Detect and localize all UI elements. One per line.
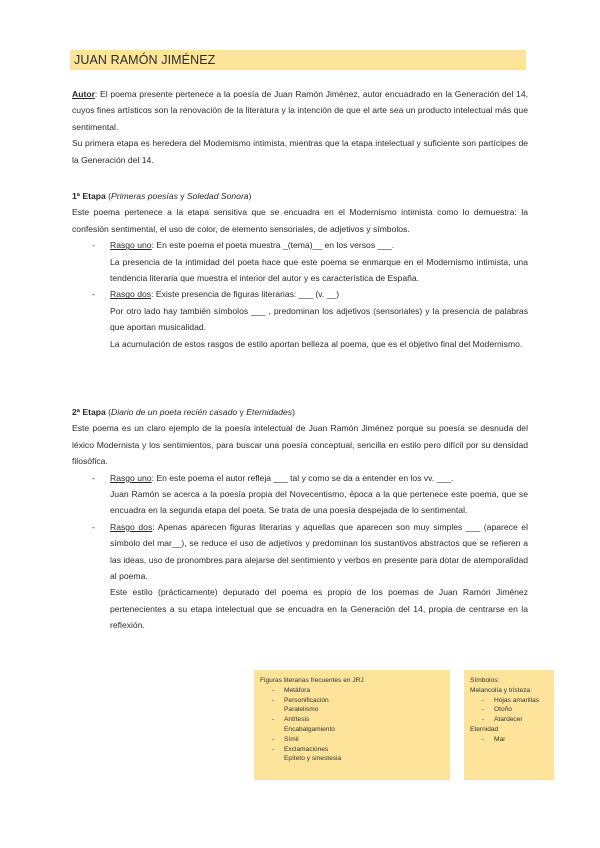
list-item: - Personificación (260, 696, 444, 706)
autor-label: Autor (72, 89, 95, 99)
etapa1-label: 1ª Etapa (72, 191, 106, 201)
etapa2-work2: Eternidades (246, 407, 293, 417)
list-item: - Atardecer (470, 715, 548, 725)
figuras-note-title: Figuras literarias frecuentes en JRJ (260, 677, 364, 684)
rasgo-detail: Juan Ramón se acerca a la poesía propia del Novecentismo, época a la que pertenece este poema, que se encuadra en la segunda etapa del poeta. Se trata de una poesía despejada de lo sentimental. (110, 489, 528, 516)
etapa1-work2: Soledad Sonora (186, 191, 249, 201)
etapa2-section (72, 404, 528, 634)
autor-paragraph (72, 86, 528, 135)
list-item: Paralelismo (284, 706, 319, 714)
etapa1-rasgos-list (72, 237, 528, 352)
list-item: Epíteto y sinestesia (284, 755, 342, 763)
list-item: - Otoño (470, 705, 548, 715)
intro-section (72, 86, 528, 168)
simbolos-note (464, 670, 554, 780)
etapa2-heading: 2ª Etapa (Diario de un poeta recién casado y Eternidades) (72, 407, 295, 417)
rasgo-label: Rasgo uno (110, 240, 152, 251)
list-item: - Metáfora (260, 686, 444, 696)
list-item: - Mar (470, 735, 548, 745)
rasgo-detail: La presencia de la intimidad del poeta hace que este poema se enmarque en el Modernismo intimista, una tendencia literaria que muestra el interior del autor y es característica de España. (110, 256, 528, 284)
list-item: - Símil (260, 735, 444, 745)
list-item: - Rasgo dos: Existe presencia de figuras literarias: ___ (v. __) Por otro lado hay también símbolos ___ , predominan los adjetivos (sensoriales) y la presencia de palabras que aportan musicalidad. La acumulación de estos rasgos de estilo aportan belleza al poema, que es el objetivo final del Modernismo. (72, 286, 528, 352)
etapa2-rasgos-list (72, 470, 528, 634)
rasgo-detail: La acumulación de estos rasgos de estilo aportan belleza al poema, que es el objetivo final del Modernismo. (110, 338, 523, 349)
figuras-note (254, 670, 450, 780)
etapa2-label: 2ª Etapa (72, 407, 106, 417)
rasgo-label: Rasgo dos (110, 289, 152, 300)
list-item: Encabalgamiento (284, 725, 335, 733)
etapa1-heading: 1ª Etapa (Primeras poesías y Soledad Sonora) (72, 191, 252, 201)
etapa2-work1: Diario de un poeta recién casado (111, 407, 238, 417)
list-item: - Rasgo uno: En este poema el autor refleja ___ tal y como se da a entender en los vv. ___. Juan Ramón se acerca a la poesía propia del Novecentismo, época a la que pertenece este poema, que se encuadra en la segunda etapa del poeta. Se trata de una poesía despejada de lo sentimental. (72, 470, 528, 519)
etapa1-description: Este poema pertenece a la etapa sensitiva que se encuadra en el Modernismo intimista como lo demuestra: la confesión sentimental, el uso de color, de elemento sensoriales, de adjetivos y símbolos. (72, 207, 528, 234)
etapa1-section (72, 188, 528, 352)
intro-paragraph-2: Su primera etapa es heredera del Modernismo intimista, mientras que la etapa intelectual y suficiente son partícipes de la Generación del 14. (72, 138, 528, 165)
etapa1-work1: Primeras poesías (111, 191, 178, 201)
rasgo-label: Rasgo uno (110, 472, 152, 483)
simbolos-note-title: Símbolos: (470, 677, 500, 684)
list-item: - Exclamaciones (260, 745, 444, 755)
simbolos-group-2: Eternidad (470, 725, 499, 733)
list-item: - Rasgo uno: En este poema el poeta muestra _(tema)__ en los versos ___. La presencia de la intimidad del poeta hace que este poema se enmarque en el Modernismo intimista, una tendencia literaria que muestra el interior del autor y es característica de España. (72, 237, 528, 286)
figuras-list (260, 686, 444, 764)
list-item: - Antítesis (260, 715, 444, 725)
simbolos-group-1: Melancolía y tristeza: (470, 686, 532, 694)
rasgo-detail: Por otro lado hay también símbolos ___ , predominan los adjetivos (sensoriales) y la presencia de palabras que aportan musicalidad. (110, 305, 528, 333)
rasgo-detail: Este estilo (prácticamente) depurado del poema es propio de los poemas de Juan Ramón Jiménez pertenecientes a su etapa intelectual que se encuadra en la Generación del 14, propia de centrarse en la reflexión. (110, 587, 528, 631)
simbolos-group-2-list (470, 735, 548, 745)
page-title: JUAN RAMÓN JIMÉNEZ (70, 50, 526, 70)
simbolos-group-1-list (470, 696, 548, 725)
autor-text: : El poema presente pertenece a la poesía de Juan Ramón Jiménez, autor encuadrado en la Generación del 14, cuyos fines artísticos son la renovación de la literatura y la intención de que el arte sea un producto intelectual más que sentimental. (72, 89, 528, 132)
rasgo-label: Rasgo dos (110, 521, 153, 532)
list-item: - Hojas amarillas (470, 696, 548, 706)
etapa2-description: Este poema es un claro ejemplo de la poesía intelectual de Juan Ramón Jiménez porque su poesía se desnuda del léxico Modernista y los sentimientos, para buscar una poesía conceptual, sencilla en estilo pero difícil por su densidad filosófica. (72, 423, 528, 467)
list-item: - Rasgo dos: Apenas aparecen figuras literarias y aquellas que aparecen son muy simples ___ (aparece el símbolo del mar__), se reduce el uso de adjetivos y predominan los sustantivos abstractos que se refieren a las ideas, uso de pronombres para alejarse del sentimiento y verbos en presente para dotar de atemporalidad al poema. Este estilo (prácticamente) depurado del poema es propio de los poemas de Juan Ramón Jiménez pertenecientes a su etapa intelectual que se encuadra en la Generación del 14, propia de centrarse en la reflexión. (72, 519, 528, 634)
